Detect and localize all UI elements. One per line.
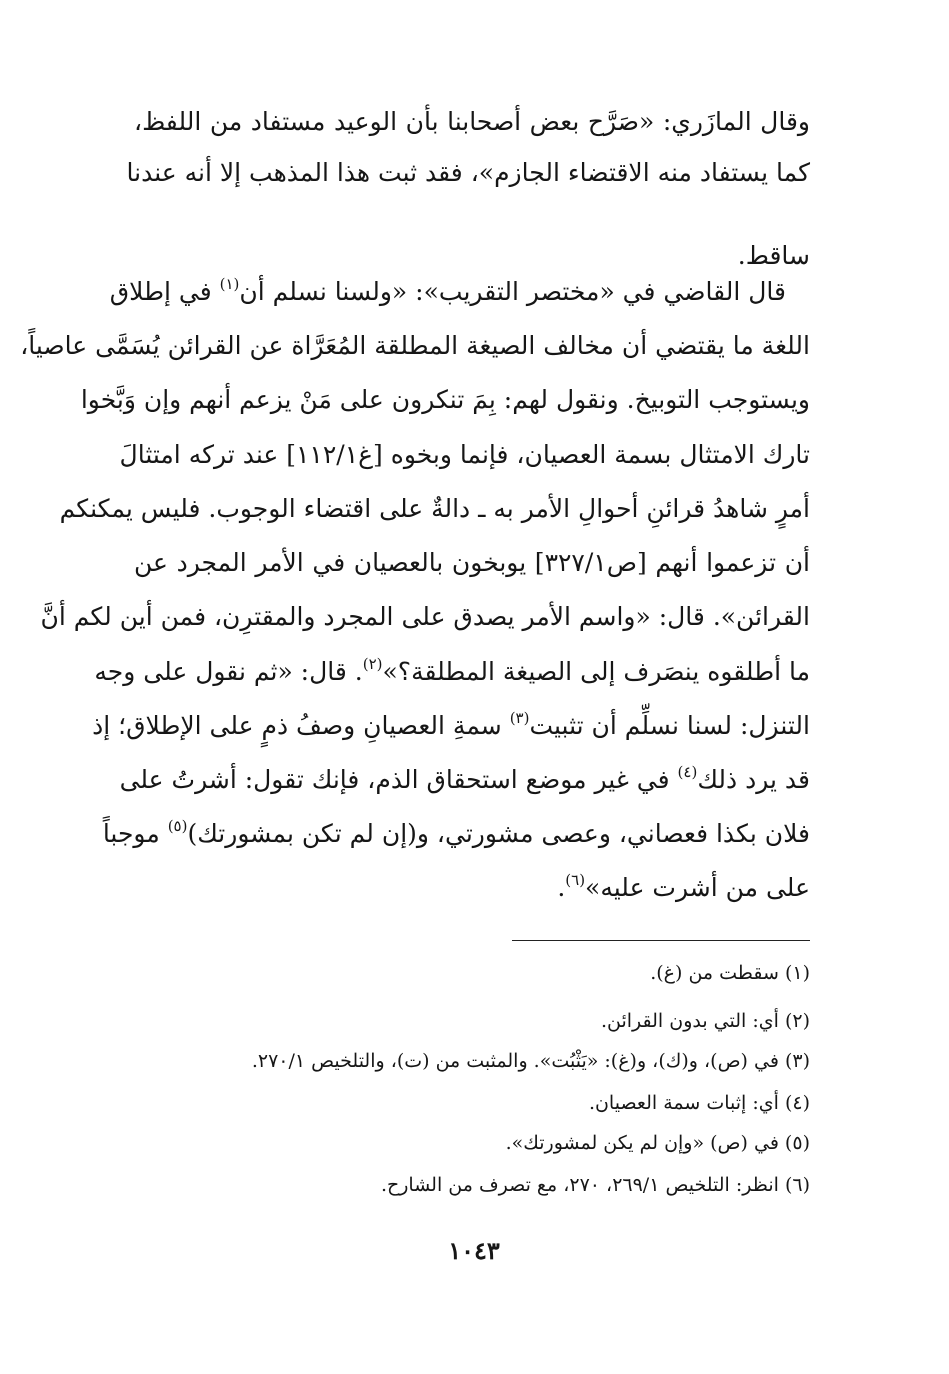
body-line <box>119 760 810 800</box>
body-line-text: على من أشرت عليه»$^{(٦)}$. <box>557 870 810 902</box>
footnote: (١) سقطت من (غ). <box>650 962 810 984</box>
footnote: (٤) أي: إثبات سمة العصيان. <box>588 1092 810 1114</box>
body-line <box>102 814 810 854</box>
body-line: أن تزعموا أنهم [ص٣٢٧/١] يوبخون بالعصيان في الأمر المجرد عن <box>134 548 811 577</box>
body-line-text: قال القاضي في «مختصر التقريب»: «ولسنا نسلم أن$^{(١)}$ في إطلاق <box>109 274 786 306</box>
body-line: وقال المازَري: «صَرَّح بعض أصحابنا بأن الوعيد مستفاد من اللفظ، <box>134 107 810 136</box>
body-line: اللغة ما يقتضي أن مخالف الصيغة المطلقة المُعَرَّاة عن القرائن يُسَمَّى عاصياً، <box>20 331 810 360</box>
footnote: (٥) في (ص) «وإن لم يكن لمشورتك». <box>505 1132 810 1154</box>
footnote-ref: (١) <box>219 274 240 293</box>
body-line <box>134 868 810 908</box>
body-line-text: ما أطلقوه ينصَرف إلى الصيغة المطلقة؟»$^{(٢)}$. قال: «ثم نقول على وجه <box>94 654 810 686</box>
body-line: أمرٍ شاهدُ قرائنِ أحوالِ الأمر به ـ دالةٌ على اقتضاء الوجوب. فليس يمكنكم <box>59 494 810 523</box>
footnote: (٢) أي: التي بدون القرائن. <box>600 1010 810 1032</box>
footnote-ref: (٣) <box>509 708 530 727</box>
body-line-text: التنزل: لسنا نسلِّم أن تثبيت$^{(٣)}$ سمةِ العصيانِ وصفُ ذمٍ على الإطلاق؛ إذ <box>92 708 810 740</box>
footnote-ref: (٢) <box>362 654 383 673</box>
body-line-text: فلان بكذا فعصاني، وعصى مشورتي، و(إن لم تكن بمشورتك)$^{(٥)}$ موجباً <box>102 816 810 848</box>
body-line: كما يستفاد منه الاقتضاء الجازم»، فقد ثبت هذا المذهب إلا أنه عندنا <box>126 158 810 187</box>
body-line-text: قد يرد ذلك$^{(٤)}$ في غير موضع استحقاق الذم، فإنك تقول: أشرتُ على <box>119 762 810 794</box>
footnote-ref: (٤) <box>677 762 698 781</box>
body-line: ويستوجب التوبيخ. ونقول لهم: بِمَ تنكرون على مَنْ يزعم أنهم وإن وَبَّخوا <box>80 385 810 414</box>
footnote: (٦) انظر: التلخيص ٢٦٩/١، ٢٧٠، مع تصرف من الشارح. <box>380 1174 810 1196</box>
page-number: ١٠٤٣ <box>448 1236 500 1265</box>
body-line: القرائن». قال: «واسم الأمر يصدق على المجرد والمقترِن، فمن أين لكم أنَّ <box>40 602 810 631</box>
body-line <box>94 652 810 692</box>
footnote: (٣) في (ص)، و(ك)، و(غ): «يَثْبُت». والمثبت من (ت)، والتلخيص ٢٧٠/١. <box>251 1050 810 1072</box>
body-line: ساقط. <box>737 241 810 270</box>
footnote-separator <box>512 940 810 941</box>
body-line <box>109 272 786 312</box>
body-line <box>92 706 810 746</box>
footnote-ref: (٦) <box>565 870 586 889</box>
footnote-ref: (٥) <box>167 816 188 835</box>
body-line: تارك الامتثال بسمة العصيان، فإنما وبخوه [غ١١٢/١] عند تركه امتثالَ <box>119 440 810 469</box>
